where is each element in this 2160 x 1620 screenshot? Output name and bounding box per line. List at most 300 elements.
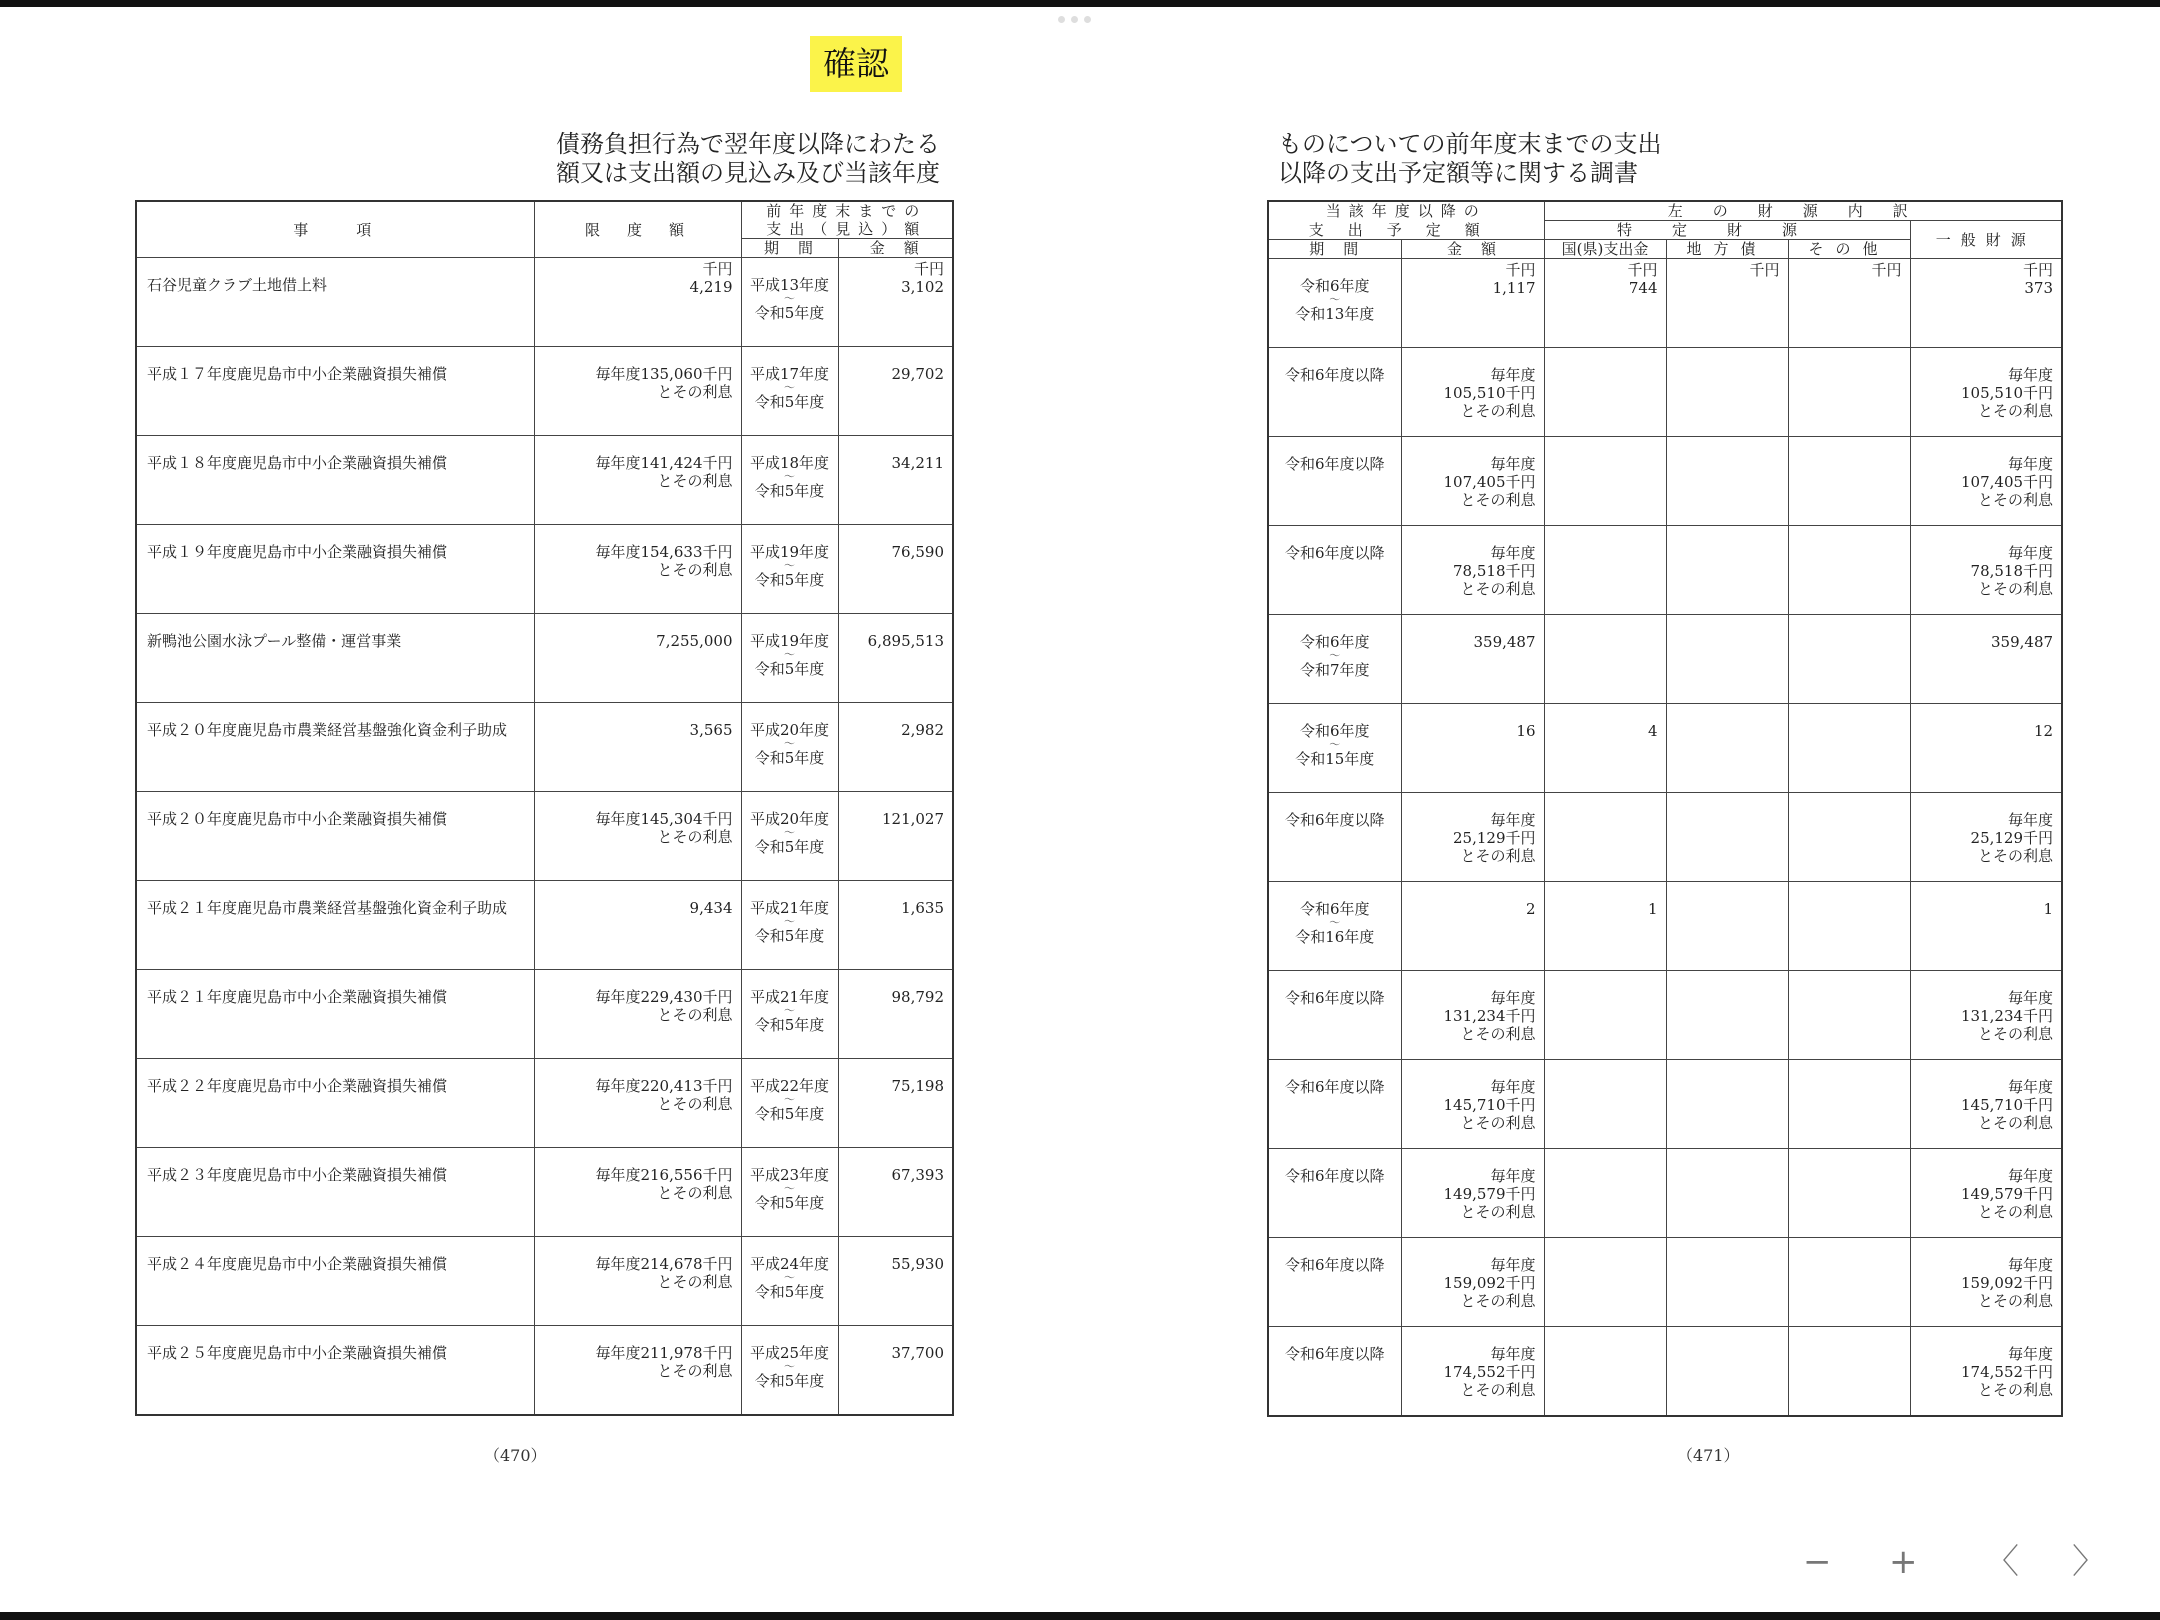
amount-cell [838,1237,953,1326]
unit-label: 千円 [914,260,945,278]
national-cell [1544,1149,1666,1238]
period-cell [741,436,838,525]
next-page-icon[interactable]: 〉 [2072,1542,2106,1582]
tilde-mark: 〜 [784,1360,795,1373]
general-cell [1910,1060,2062,1149]
tilde-mark: 〜 [784,648,795,661]
national-cell [1544,1238,1666,1327]
r-amount-1: 毎年度 [1490,1256,1536,1274]
left-title-line2: 額又は支出額の見込み及び当該年度 [556,159,940,187]
amount-cell [838,792,953,881]
period-to: 令和5年度 [754,838,825,856]
general-cell [1910,437,2062,526]
r-amount-1: 毎年度 [1490,811,1536,829]
r-amount-cell [1401,1060,1544,1149]
other-cell [1788,615,1910,704]
amount-cell [838,347,953,436]
national-cell [1544,1327,1666,1416]
table-row [1268,615,2062,704]
general-1: 毎年度 [2008,1345,2054,1363]
national-value: 744 [1628,279,1658,297]
item-text: 平成１７年度鹿児島市中小企業融資損失補償 [147,365,448,383]
unit-label: 千円 [1505,261,1536,279]
header-prior-line2: 支出（見込）額 [741,220,953,239]
top-bar [0,0,2160,7]
r-amount-1: 毎年度 [1490,1078,1536,1096]
table-row [1268,1238,2062,1327]
general-1: 毎年度 [2008,544,2054,562]
national-cell [1544,437,1666,526]
r-period-from: 令和6年度 [1299,722,1370,740]
tilde-mark: 〜 [1329,649,1341,662]
r-amount-1: 毎年度 [1490,1167,1536,1185]
tilde-mark: 〜 [784,559,795,572]
period-to: 令和5年度 [754,1372,825,1390]
drag-handle[interactable] [1058,16,1091,23]
r-amount-3: とその利息 [1460,1381,1536,1399]
r-period-cell [1268,793,1401,882]
period-to: 令和5年度 [754,393,825,411]
table-row [136,258,953,347]
local-bond-cell [1666,1149,1788,1238]
general-3: とその利息 [1978,491,2054,509]
period-cell [741,258,838,347]
general-cell [1910,348,2062,437]
amount-value: 98,792 [891,988,945,1006]
unit-label: 千円 [2023,261,2054,279]
left-title-line1: 債務負担行為で翌年度以降にわたる [556,130,940,158]
limit-sub: とその利息 [657,383,733,401]
right-page-title [1278,130,1662,188]
amount-cell [838,703,953,792]
bottom-bar [0,1612,2160,1620]
item-cell [136,1326,534,1415]
item-cell [136,1148,534,1237]
national-cell [1544,259,1666,348]
amount-value: 37,700 [891,1344,945,1362]
other-cell [1788,704,1910,793]
header-general: 一般財源 [1910,221,2062,259]
local-bond-cell [1666,526,1788,615]
header-national: 国(県)支出金 [1544,240,1666,259]
r-amount-2: 107,405千円 [1443,473,1536,491]
r-amount-1: 359,487 [1473,633,1536,651]
item-text: 新鴨池公園水泳プール整備・運営事業 [147,632,402,650]
period-from: 平成13年度 [749,276,830,294]
general-1: 1 [2043,900,2054,918]
item-cell [136,347,534,436]
table-row [1268,793,2062,882]
table-row [136,614,953,703]
general-2: 25,129千円 [1970,829,2054,847]
local-bond-cell [1666,793,1788,882]
national-value: 4 [1647,722,1658,740]
r-period-from: 令和6年度以降 [1284,455,1385,473]
limit-sub: とその利息 [657,1273,733,1291]
r-period-to: 令和16年度 [1295,928,1375,946]
general-cell [1910,793,2062,882]
r-amount-2: 145,710千円 [1443,1096,1536,1114]
period-cell [741,614,838,703]
other-cell [1788,882,1910,971]
limit-value: 毎年度214,678千円 [595,1255,733,1273]
r-amount-3: とその利息 [1460,1025,1536,1043]
right-page-number: （471） [1677,1446,1740,1465]
r-period-cell [1268,437,1401,526]
national-cell [1544,615,1666,704]
r-amount-cell [1401,259,1544,348]
general-3: とその利息 [1978,580,2054,598]
r-amount-2: 174,552千円 [1443,1363,1536,1381]
r-amount-3: とその利息 [1460,402,1536,420]
table-row [1268,1327,2062,1416]
right-title-line2: 以降の支出予定額等に関する調書 [1278,159,1638,187]
limit-sub: とその利息 [657,1362,733,1380]
general-2: 145,710千円 [1961,1096,2054,1114]
header-specific: 特定財源 [1544,221,1910,240]
general-1: 毎年度 [2008,811,2054,829]
period-from: 平成21年度 [749,988,830,1006]
general-cell [1910,1149,2062,1238]
general-2: 105,510千円 [1961,384,2054,402]
general-3: とその利息 [1978,1025,2054,1043]
period-to: 令和5年度 [754,1194,825,1212]
r-period-cell [1268,259,1401,348]
period-from: 平成24年度 [749,1255,830,1273]
r-amount-1: 16 [1516,722,1536,740]
r-amount-1: 毎年度 [1490,989,1536,1007]
tilde-mark: 〜 [1329,738,1341,751]
limit-value: 9,434 [689,899,733,917]
r-amount-1: 毎年度 [1490,1345,1536,1363]
table-row [1268,1149,2062,1238]
r-amount-1: 1,117 [1492,279,1536,297]
national-cell [1544,793,1666,882]
item-text: 平成２２年度鹿児島市中小企業融資損失補償 [147,1077,448,1095]
r-period-to: 令和13年度 [1295,305,1375,323]
period-to: 令和5年度 [754,482,825,500]
header-r-period: 期 間 [1268,240,1401,259]
national-cell [1544,971,1666,1060]
period-cell [741,1237,838,1326]
r-amount-2: 25,129千円 [1453,829,1536,847]
general-1: 毎年度 [2008,1167,2054,1185]
r-amount-cell [1401,1238,1544,1327]
general-2: 78,518千円 [1970,562,2054,580]
item-cell [136,525,534,614]
table-row [1268,971,2062,1060]
r-period-cell [1268,1238,1401,1327]
tilde-mark: 〜 [784,1093,795,1106]
item-text: 石谷児童クラブ土地借上料 [147,276,328,294]
r-period-from: 令和6年度以降 [1284,1078,1385,1096]
general-cell [1910,1327,2062,1416]
amount-value: 121,027 [881,810,945,828]
r-period-cell [1268,971,1401,1060]
header-other: その他 [1788,240,1910,259]
period-to: 令和5年度 [754,1105,825,1123]
r-period-from: 令和6年度以降 [1284,1256,1385,1274]
local-bond-cell [1666,971,1788,1060]
tilde-mark: 〜 [784,292,795,305]
r-amount-2: 131,234千円 [1443,1007,1536,1025]
r-amount-2: 149,579千円 [1443,1185,1536,1203]
r-amount-cell [1401,971,1544,1060]
table-row [1268,1060,2062,1149]
general-3: とその利息 [1978,1114,2054,1132]
other-cell [1788,1149,1910,1238]
table-row [136,525,953,614]
table-row [136,1237,953,1326]
limit-value: 毎年度154,633千円 [595,543,733,561]
limit-cell [534,1326,741,1415]
other-cell [1788,1327,1910,1416]
r-amount-1: 毎年度 [1490,455,1536,473]
general-1: 毎年度 [2008,989,2054,1007]
r-period-from: 令和6年度以降 [1284,1345,1385,1363]
amount-value: 6,895,513 [867,632,945,650]
period-from: 平成23年度 [749,1166,830,1184]
other-cell [1788,437,1910,526]
general-1: 毎年度 [2008,1256,2054,1274]
amount-cell [838,525,953,614]
table-row [136,436,953,525]
period-to: 令和5年度 [754,927,825,945]
table-row [136,1059,953,1148]
general-3: とその利息 [1978,847,2054,865]
local-bond-cell [1666,615,1788,704]
tilde-mark: 〜 [784,1182,795,1195]
table-row [136,792,953,881]
limit-cell [534,1148,741,1237]
table-row [136,347,953,436]
national-cell [1544,1060,1666,1149]
header-r-amount: 金 額 [1401,240,1544,259]
r-period-cell [1268,882,1401,971]
left-page-number: （470） [484,1446,547,1465]
r-period-cell [1268,1149,1401,1238]
period-from: 平成20年度 [749,721,830,739]
period-cell [741,703,838,792]
general-2: 107,405千円 [1961,473,2054,491]
item-cell [136,792,534,881]
limit-cell [534,614,741,703]
r-amount-3: とその利息 [1460,491,1536,509]
period-from: 平成18年度 [749,454,830,472]
item-text: 平成２３年度鹿児島市中小企業融資損失補償 [147,1166,448,1184]
limit-value: 毎年度135,060千円 [595,365,733,383]
other-cell [1788,971,1910,1060]
r-period-to: 令和7年度 [1299,661,1370,679]
item-cell [136,703,534,792]
other-cell [1788,793,1910,882]
tilde-mark: 〜 [784,915,795,928]
limit-cell [534,881,741,970]
general-1: 12 [2033,722,2054,740]
period-cell [741,525,838,614]
r-amount-cell [1401,1327,1544,1416]
limit-sub: とその利息 [657,472,733,490]
r-amount-2: 159,092千円 [1443,1274,1536,1292]
limit-cell [534,1237,741,1326]
tilde-mark: 〜 [784,1004,795,1017]
r-period-cell [1268,1060,1401,1149]
general-3: とその利息 [1978,402,2054,420]
amount-value: 55,930 [891,1255,945,1273]
tilde-mark: 〜 [784,381,795,394]
local-bond-cell [1666,1327,1788,1416]
r-period-from: 令和6年度以降 [1284,1167,1385,1185]
general-cell [1910,704,2062,793]
local-bond-cell [1666,1238,1788,1327]
r-amount-cell [1401,348,1544,437]
tilde-mark: 〜 [784,1271,795,1284]
period-to: 令和5年度 [754,1283,825,1301]
limit-cell [534,347,741,436]
r-amount-1: 毎年度 [1490,544,1536,562]
left-ledger-table [135,200,954,1416]
general-1: 毎年度 [2008,455,2054,473]
item-text: 平成２１年度鹿児島市中小企業融資損失補償 [147,988,448,1006]
amount-cell [838,1326,953,1415]
general-3: とその利息 [1978,1292,2054,1310]
zoom-in-icon[interactable]: + [1889,1542,1918,1582]
r-amount-3: とその利息 [1460,1292,1536,1310]
item-cell [136,970,534,1059]
r-amount-cell [1401,793,1544,882]
header-planned-line1: 当該年度以降の [1268,201,1544,221]
r-period-from: 令和6年度 [1299,900,1370,918]
local-bond-cell [1666,704,1788,793]
amount-cell [838,1148,953,1237]
amount-cell [838,1059,953,1148]
item-cell [136,436,534,525]
table-row [1268,526,2062,615]
period-cell [741,1326,838,1415]
national-value: 1 [1647,900,1658,918]
r-amount-1: 毎年度 [1490,366,1536,384]
general-cell [1910,526,2062,615]
period-from: 平成19年度 [749,543,830,561]
amount-cell [838,881,953,970]
r-amount-cell [1401,615,1544,704]
period-cell [741,970,838,1059]
period-cell [741,792,838,881]
amount-value: 67,393 [891,1166,945,1184]
header-item: 事 項 [136,201,534,258]
r-period-cell [1268,1327,1401,1416]
unit-label: 千円 [1627,261,1658,279]
period-cell [741,1059,838,1148]
r-period-from: 令和6年度以降 [1284,811,1385,829]
limit-cell [534,1059,741,1148]
r-period-to: 令和15年度 [1295,750,1375,768]
header-planned-line2: 支出予定額 [1268,221,1544,240]
amount-value: 1,635 [901,899,945,917]
national-cell [1544,526,1666,615]
period-cell [741,881,838,970]
general-1: 毎年度 [2008,1078,2054,1096]
tilde-mark: 〜 [784,737,795,750]
general-1: 毎年度 [2008,366,2054,384]
amount-value: 3,102 [901,278,945,296]
general-2: 131,234千円 [1961,1007,2054,1025]
amount-value: 75,198 [891,1077,945,1095]
amount-cell [838,258,953,347]
table-row [136,970,953,1059]
general-cell [1910,971,2062,1060]
period-cell [741,347,838,436]
table-row [136,1148,953,1237]
general-2: 174,552千円 [1961,1363,2054,1381]
item-cell [136,258,534,347]
header-prior-line1: 前年度末までの [741,201,953,220]
confirm-button[interactable]: 確認 [810,36,902,92]
period-to: 令和5年度 [754,1016,825,1034]
right-title-line1: ものについての前年度末までの支出 [1278,130,1662,158]
table-row [136,703,953,792]
table-row [1268,437,2062,526]
r-amount-1: 2 [1525,900,1536,918]
general-cell [1910,615,2062,704]
limit-cell [534,970,741,1059]
tilde-mark: 〜 [784,470,795,483]
header-local-bond: 地方債 [1666,240,1788,259]
limit-value: 毎年度141,424千円 [595,454,733,472]
general-2: 149,579千円 [1961,1185,2054,1203]
limit-sub: とその利息 [657,561,733,579]
item-text: 平成２０年度鹿児島市農業経営基盤強化資金利子助成 [147,721,508,739]
table-row [136,881,953,970]
limit-sub: とその利息 [657,1095,733,1113]
header-amount: 金 額 [838,239,953,258]
r-amount-3: とその利息 [1460,847,1536,865]
r-amount-3: とその利息 [1460,580,1536,598]
period-from: 平成25年度 [749,1344,830,1362]
r-amount-3: とその利息 [1460,1203,1536,1221]
header-breakdown: 左の財源内訳 [1544,201,2062,221]
r-amount-2: 78,518千円 [1453,562,1536,580]
amount-cell [838,614,953,703]
r-amount-cell [1401,704,1544,793]
limit-value: 7,255,000 [656,632,733,650]
national-cell [1544,704,1666,793]
limit-value: 毎年度145,304千円 [595,810,733,828]
general-cell [1910,1238,2062,1327]
general-3: とその利息 [1978,1203,2054,1221]
zoom-out-icon[interactable]: − [1803,1542,1832,1582]
other-cell [1788,1238,1910,1327]
period-from: 平成19年度 [749,632,830,650]
general-cell [1910,882,2062,971]
general-3: とその利息 [1978,1381,2054,1399]
header-period: 期 間 [741,239,838,258]
general-1: 373 [2024,279,2054,297]
other-cell [1788,348,1910,437]
period-from: 平成21年度 [749,899,830,917]
item-cell [136,1059,534,1148]
limit-sub: とその利息 [657,828,733,846]
limit-value: 毎年度220,413千円 [595,1077,733,1095]
item-cell [136,1237,534,1326]
limit-cell [534,258,741,347]
previous-page-icon[interactable]: 〈 [1985,1542,2019,1582]
r-period-from: 令和6年度以降 [1284,366,1385,384]
period-from: 平成17年度 [749,365,830,383]
limit-value: 毎年度229,430千円 [595,988,733,1006]
limit-value: 3,565 [689,721,733,739]
local-bond-cell [1666,1060,1788,1149]
